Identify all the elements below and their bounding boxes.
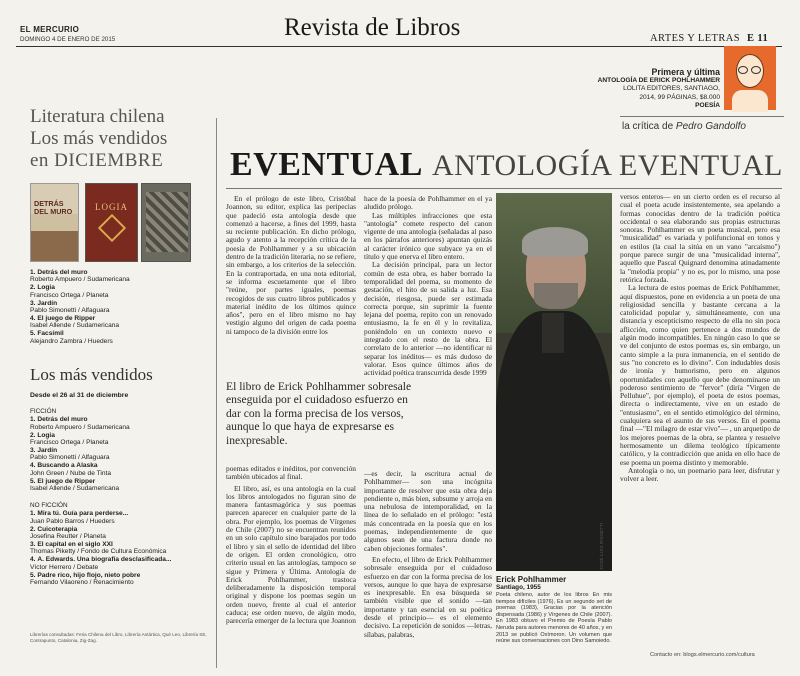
review-label: Primera y última <box>651 67 720 77</box>
list-item: 4. Buscando a Alaska John Green / Nube de Tinta <box>30 462 112 477</box>
headline <box>230 146 783 184</box>
article-paragraph: En el prólogo de este libro, Cristóbal Joannon, su editor, explica las peripecias que padeció esta antología desde que comenzó a hacerse, a fines del 1999, hasta su reciente publicación. En dicho prólogo, agudo y atento a la recepción crítica de la poesía de Pohlhammer y a su ubicación dentro de la tradición literaria, no se refiere, sin embargo, a los criterios de la selección. En la contraportada, en una nota editorial, se informa escuetamente que el libro "reúne, por partes iguales, poemas recogidos de sus cuatro libros publicados y material inédito de los últimos quince años", pero en el libro mismo no hay vestigio alguno del origen de cada poema ni tampoco de la división entre los <box>226 194 356 336</box>
article-paragraph: La lectura de estos poemas de Erick Pohlhammer, aquí dispuestos, pone en evidencia a un poeta de una religiosidad sencilla y bastante cercana a la catolicidad popular y, simultáneamente, con una distancia y escepticismo respecto de ella no sin poca aflicción, como quien pertenece a dos mundos de algún modo incompatibles. En ningún caso lo que se ve del conjunto de estos poemas es, sin embargo, un canto simple a la pura inmanencia, en el sentido de sus "no concreto es lo divino". Con indudables dosis de ironía y humorismo, pero en algunos oportunidades con aquello que debe denominarse un poderoso sentimiento de "fervor" (diría "Virgen de Pelluhue", por ejemplo), el poeta de estos poemas, directa o indirectamente, vive en un estado de "entusiasmo", en el sentido etimológico del término, cualquiera sea el asunto de sus versos. En el poema final —"El milagro de estar vivo"— , un arquetipo de los mejores poemas de la obra, se plantea y resuelve hermosamente un dilema teológico típicamente católico, y la contradicción que anida en ello hace de ese poema un poema distinto y memorable. <box>620 283 780 467</box>
photo-credit: JOSÉ LUIS RISSETTI <box>600 522 605 570</box>
headline-rule <box>226 188 782 189</box>
review-publisher: LOLITA EDITORES, SANTIAGO, <box>623 85 720 93</box>
cover-third <box>141 183 191 262</box>
byline-prefix: la crítica de <box>622 121 674 132</box>
list-item: 1. Mira tú. Guía para perderse... Juan Pablo Barros / Hueders <box>30 510 129 525</box>
article-paragraph: Las múltiples infracciones que esta "antología" comete respecto del canon vigente de una antología (señaladas al paso en los párrafos anteriores) apuntan quizás al carácter irónico que subyace ya en el título y que enerva el libro entero. <box>364 210 492 262</box>
kicker-line-3: en DICIEMBRE <box>30 150 164 171</box>
list-item: 3. Jardín Pablo Simonetti / Alfaguara <box>30 447 110 462</box>
list-item: 3. Jardín Pablo Simonetti / Alfaguara <box>30 299 110 315</box>
review-book: ANTOLOGÍA DE ERICK POHLHAMMER <box>597 77 720 84</box>
list-item: 4. A. Edwards. Una biografía desclasificada... Víctor Herrero / Debate <box>30 556 172 571</box>
kicker-line-2: Los más vendidos <box>30 128 168 149</box>
author-photo <box>496 193 612 571</box>
list-item: 1. Detrás del muro Roberto Ampuero / Sudamericana <box>30 269 130 284</box>
sidebar-kicker <box>30 106 167 172</box>
book-covers <box>30 183 194 263</box>
cover-logia <box>85 183 138 262</box>
article-col-2-narrow <box>424 370 492 468</box>
list-item: 3. El capital en el siglo XXI Thomas Piketty / Fondo de Cultura Económica <box>30 541 167 556</box>
article-paragraph: —es decir, la escritura actual de Pohlhammer— son una incógnita importante de resolver que esta obra deja pendiente o, más bien, subsume y arroja en una nebulosa de intemporalidad, en la línea de lo señalado en el prólogo: "está más concentrada en la poesía que en los poemas, independientemente de que algunos sean de una factura donde no caben objeciones formales". <box>364 469 492 553</box>
list-item: 4. El juego de Ripper Isabel Allende / Sudamericana <box>30 314 120 330</box>
caption-name: Erick Pohlhammer <box>496 575 567 584</box>
critic-portrait-illustration <box>724 46 776 110</box>
article-col-2b <box>364 470 492 668</box>
caption-place: Santiago, 1955 <box>496 584 541 591</box>
issue-date: DOMINGO 4 DE ENERO DE 2015 <box>20 36 116 43</box>
article-paragraph: La decisión principal, para un lector común de esta obra, es haber borrado la temporalidad del poema, su momento de gestación, el hito de su salida a luz. Esa decisión, riesgosa, puede ser estimada correcta porque, sin suprimir la fuente lejana del poema, repito con un renovado entusiasmo, la fe en él y lo revitaliza, poniéndolo en un contexto nuevo e integrado con el resto de la obra. El correlato de lo anterior —no identificar ni separar los inéditos— es más dudoso de valorar. Esos quince últimos años de actividad poética transcurrida desde 1999 <box>364 260 492 378</box>
review-info <box>560 67 720 110</box>
list-item: 5. Facsímil Alejandro Zambra / Hueders <box>30 330 113 345</box>
article-paragraph: versos enteros— en un cierto orden es el recurso al cual el poeta acude insistentemente, sea apelando a formas conocidas dentro de la tradición poética occidental o sea elaborando sus propias estructuras sonoras. Pohlhammer es un poeta musical, pero esa "musicalidad" es variada y polifuncional en tonos y en estilos (la cual la sitúa en un vano "arcaísmo") porque parece surgir de una "musicalidad interna", aquello que Pascal Quignard denomina atinadamente la "melodía propia" y no es, por lo mismo, una pose retórica forzada. <box>620 192 780 284</box>
byline-name: Pedro Gandolfo <box>675 121 746 132</box>
review-genre: POESÍA <box>695 101 720 109</box>
ranking-range: Desde el 26 al 31 de diciembre <box>30 392 129 399</box>
list-item: 2. Cuicoterapia Josefina Reutter / Planeta <box>30 525 106 541</box>
pull-quote: El libro de Erick Pohlhammer sobresale enseguida por el cuidadoso esfuerzo en dar con la forma precisa de los versos, aunque lo que haya de expresarse es inexpresable. <box>226 380 412 447</box>
headline-part-1: EVENTUAL <box>230 146 423 183</box>
article-col-1 <box>226 195 356 375</box>
chile-bestseller-list <box>30 269 200 346</box>
sidebar-footnote: Librerías consultadas: Feria Chilena del Libro, Librería Antártica, Qué Leo, Librería SE, Contrapunto, Catalonia, Zig-Zag. <box>30 632 207 643</box>
cover-title-2: LOGIA <box>95 202 128 212</box>
article-paragraph: Antología o no, un poemario para leer, disfrutar y volver a leer. <box>620 465 780 484</box>
list-item: 5. El juego de Ripper Isabel Allende / Sudamericana <box>30 477 120 493</box>
contact-line: Contacto en: blogs.elmercurio.com/cultura <box>650 652 755 658</box>
ranking-title: Los más vendidos <box>30 365 153 384</box>
page-number: E 11 <box>746 33 769 44</box>
article-col-3 <box>620 193 780 648</box>
headline-part-2: ANTOLOGÍA EVENTUAL <box>431 149 783 182</box>
cover-title-1: DETRÁS DEL MURO <box>34 199 73 216</box>
paper-name: EL MERCURIO <box>20 25 80 34</box>
article-paragraph: En efecto, el libro de Erick Pohlhammer sobresale enseguida por el cuidadoso esfuerzo en dar con la forma precisa de los versos, aunque lo que haya de expresarse es inexpresable. En esa búsqueda se también visible que el sonido —tan importante y tan esencial en su poética desde el principio— es el elemento decisivo. La repetición de sonidos —letras, sílabas, palabras, <box>364 554 492 639</box>
list-item: 1. Detrás del muro Roberto Ampuero / Sudamericana <box>30 416 130 431</box>
kicker-line-1: Literatura chilena <box>30 106 165 127</box>
list-item: 5. Padre rico, hijo flojo, nieto pobre Fernando Vilaoreno / Renacimiento <box>30 571 141 587</box>
ficcion-label: FICCIÓN <box>30 408 57 415</box>
cover-detras-del-muro <box>30 183 79 262</box>
article-paragraph: poemas editados e inéditos, por convención también ubicados al final. <box>226 464 356 482</box>
list-item: 2. Logia Francisco Ortega / Planeta <box>30 431 109 447</box>
byline <box>622 121 746 132</box>
ficcion-list <box>30 408 205 493</box>
article-col-2 <box>364 194 492 378</box>
review-details: 2014, 99 PÁGINAS, $8.000 <box>639 93 720 101</box>
masthead-rule <box>16 46 782 47</box>
review-rule <box>620 116 784 117</box>
subsection-label <box>650 33 768 44</box>
list-item: 2. Logia Francisco Ortega / Planeta <box>30 284 109 299</box>
article-paragraph: El libro, así, es una antología en la cual los libros antologados no figuran sino de manera fantasmagórica y sus poemas parecen aparecer en cualquier parte de la obra. Por ejemplo, los poemas de Vírgenes de Chile (2007) no se encuentran reunidos en un solo capítulo sino barajados por todo el libro y sin el sello de identidad del libro de origen. El orden cronológico, otro criterio usual en las antologías, tampoco se sigue y Primera y Última. Antología de Erick Pohlhammer, trastoca deliberadamente la disposición temporal original y dispone los poemas según un orden nuevo, frente al cual el anterior caduca; ese orden nuevo, de algún modo, parecería emerger de la lectura que Joannon <box>226 483 356 626</box>
article-paragraph: hace de la poesía de Pohlhammer en el ya aludido prólogo. <box>364 194 492 212</box>
section-title: Revista de Libros <box>284 14 461 41</box>
sidebar-divider <box>216 118 217 668</box>
noficcion-label: NO FICCIÓN <box>30 502 68 509</box>
article-col-1b <box>226 465 356 665</box>
noficcion-list <box>30 502 210 587</box>
subsection-text: ARTES Y LETRAS <box>650 33 740 44</box>
photo-caption <box>496 575 612 645</box>
caption-text: Poeta chileno, autor de los libros En mis tiempos difíciles (1976), Es un segundo set de poemas (1983), Gracias por la atención dispensada (1986) y Vírgenes de Chile (2007). En 1983 obtuvo el Premio de Poesía Pablo Neruda para autores menores de 40 años, y en 2013 se publicó Oxímoron. Un volumen que reúne sus conversaciones con Dino Samoiedo. <box>496 592 612 645</box>
